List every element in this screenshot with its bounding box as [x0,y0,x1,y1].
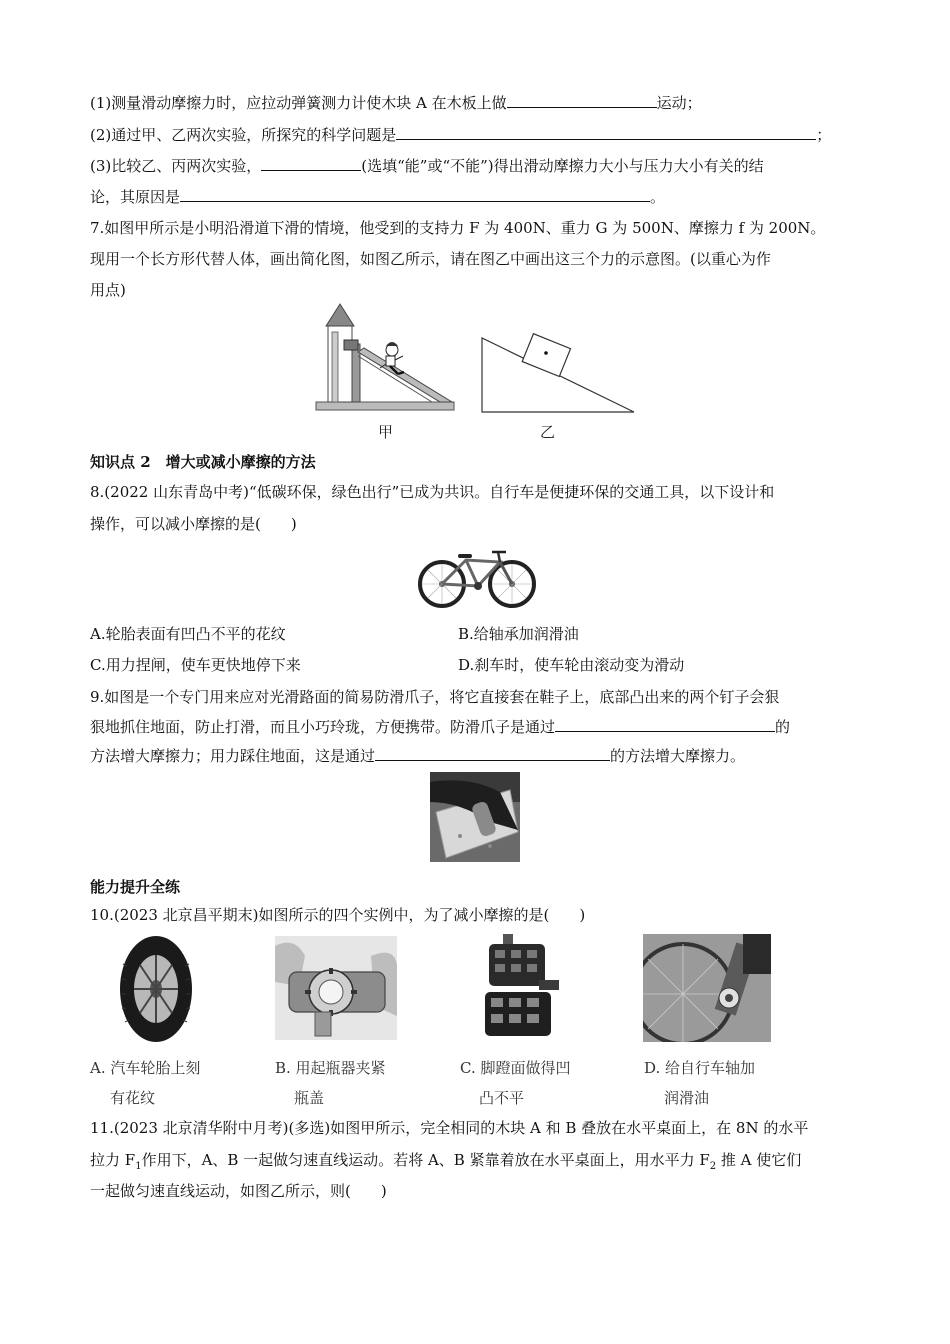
q6-part3-text: (3)比较乙、丙两次实验， [90,157,262,175]
q9-line1: 9.如图是一个专门用来应对光滑路面的简易防滑爪子，将它直接套在鞋子上，底部凸出来的两个钉子会狠 [90,688,780,706]
q6-part3-mid: (选填“能”或“不能”)得出滑动摩擦力大小与压力大小有关的结 [361,157,764,175]
option-a[interactable]: A.轮胎表面有凹凸不平的花纹 [90,625,286,643]
q11-line2-mid: 作用下，A、B 一起做匀速直线运动。若将 A、B 紧靠着放在水平桌面上，用水平力 F [141,1151,710,1169]
q6-part1-suffix: 运动； [656,94,702,112]
section-title-3: 能力提升全练 [90,878,181,896]
tire-image [117,934,195,1044]
answer-blank[interactable] [555,716,775,732]
caption-c-line2: 凸不平 [479,1089,525,1107]
bicycle-image [418,544,536,610]
q11-line2 [90,1150,801,1177]
q6-part2-suffix: ； [816,126,832,144]
q6-part1-text: (1)测量滑动摩擦力时，应拉动弹簧测力计使木块 A 在木板上做 [90,94,507,112]
q6-part3-end: 。 [650,188,666,206]
caption-b-line2: 瓶盖 [294,1089,325,1107]
q6-part3-reason: 论，其原因是 [90,188,181,206]
q11-line2-end: 推 A 使它们 [716,1151,802,1169]
caption-d-line2: 润滑油 [664,1089,710,1107]
q11-line2-text: 拉力 F [90,1151,136,1169]
q10-line1: 10.(2023 北京昌平期末)如图所示的四个实例中，为了减小摩擦的是( ) [90,906,586,924]
figure-label-b: 乙 [540,423,556,441]
q6-part3-cont [90,186,665,207]
caption-c-line1: C. 脚蹬面做得凹 [460,1059,571,1077]
q6-part2-text: (2)通过甲、乙两次实验，所探究的科学问题是 [90,126,397,144]
q6-part3 [90,155,764,176]
q9-line2 [90,716,790,737]
f2-subscript: 2 [709,1161,717,1172]
q9-line3-suffix: 的方法增大摩擦力。 [610,747,746,765]
anti-slip-cleat-image [430,772,520,862]
caption-b-line1: B. 用起瓶器夹紧 [275,1059,386,1077]
q7-line1: 7.如图甲所示是小明沿滑道下滑的情境，他受到的支持力 F 为 400N、重力 G 为 500N、摩擦力 f 为 200N。 [90,219,826,237]
answer-blank[interactable] [180,186,650,202]
f1-subscript: 1 [135,1161,142,1172]
q7-line2: 现用一个长方形代替人体，画出简化图，如图乙所示，请在图乙中画出这三个力的示意图。(以重心为作 [90,250,771,268]
answer-blank[interactable] [396,124,816,140]
q6-part1 [90,92,702,113]
incline-figure [480,328,636,414]
bicycle-axle-oil-image [643,934,771,1042]
pedal-image [477,934,563,1042]
option-c[interactable]: C.用力捏闸，使车更快地停下来 [90,656,301,674]
q7-line3: 用点) [90,281,126,299]
q11-line1: 11.(2023 北京清华附中月考)(多选)如图甲所示，完全相同的木块 A 和 B 叠放在水平桌面上，在 8N 的水平 [90,1119,809,1137]
q9-line3 [90,745,745,766]
answer-blank[interactable] [261,155,361,171]
caption-a-line1: A. 汽车轮胎上刻 [90,1059,201,1077]
q6-part2 [90,124,831,145]
figure-label-a: 甲 [378,423,394,441]
q9-line2-suffix: 的 [775,718,791,736]
answer-blank[interactable] [507,92,657,108]
answer-blank[interactable] [375,745,610,761]
q11-line3: 一起做匀速直线运动，如图乙所示，则( ) [90,1182,387,1200]
q9-line2-text: 狠地抓住地面，防止打滑，而且小巧玲珑，方便携带。防滑爪子是通过 [90,718,556,736]
option-d[interactable]: D.刹车时，使车轮由滚动变为滑动 [458,656,685,674]
q8-line2: 操作，可以减小摩擦的是( ) [90,515,297,533]
slide-figure [312,298,460,413]
q8-line1: 8.(2022 山东青岛中考)“低碳环保，绿色出行”已成为共识。自行车是便捷环保的交通工具，以下设计和 [90,483,775,501]
option-b[interactable]: B.给轴承加润滑油 [458,625,579,643]
caption-d-line1: D. 给自行车轴加 [644,1059,756,1077]
q9-line3-text: 方法增大摩擦力；用力踩住地面，这是通过 [90,747,376,765]
section-title-2: 知识点 2 增大或减小摩擦的方法 [90,453,316,471]
bottle-opener-image [275,936,397,1040]
caption-a-line2: 有花纹 [110,1089,156,1107]
